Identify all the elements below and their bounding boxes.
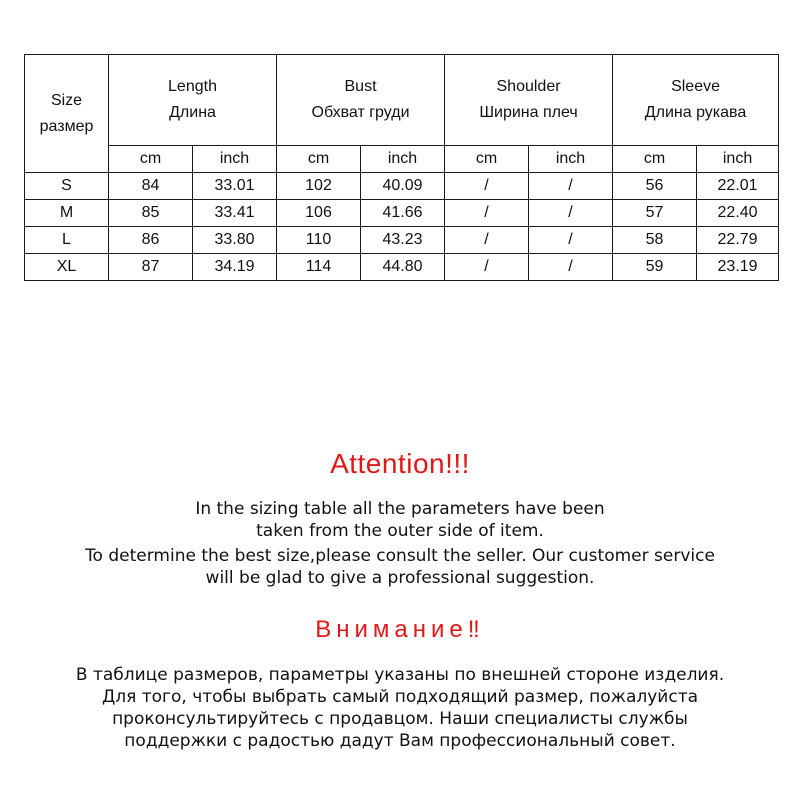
value-cell: / (529, 254, 613, 281)
value-cell: 43.23 (361, 227, 445, 254)
value-cell: 87 (109, 254, 193, 281)
shoulder-header-cell: Shoulder Ширина плеч (445, 55, 613, 146)
size-cell: L (25, 227, 109, 254)
value-cell: 102 (277, 173, 361, 200)
value-cell: 40.09 (361, 173, 445, 200)
notice-ru-line: В таблице размеров, параметры указаны по внешней стороне изделия. (75, 665, 725, 685)
size-cell: S (25, 173, 109, 200)
unit-cell: cm (109, 146, 193, 173)
value-cell: 33.01 (193, 173, 277, 200)
value-cell: 56 (613, 173, 697, 200)
table-row (25, 173, 779, 200)
unit-row (25, 146, 779, 173)
value-cell: 22.01 (697, 173, 779, 200)
value-cell: / (445, 200, 529, 227)
value-cell: 33.80 (193, 227, 277, 254)
value-cell: 41.66 (361, 200, 445, 227)
sizing-note-en (0, 498, 800, 542)
unit-cell: cm (613, 146, 697, 173)
value-cell: / (445, 227, 529, 254)
value-cell: 59 (613, 254, 697, 281)
value-cell: 58 (613, 227, 697, 254)
size-cell: XL (25, 254, 109, 281)
attention-heading-ru: Внимание‼ (315, 616, 485, 643)
value-cell: 84 (109, 173, 193, 200)
unit-cell: inch (193, 146, 277, 173)
unit-cell: inch (361, 146, 445, 173)
sizing-note-line: In the sizing table all the parameters have been (195, 499, 605, 519)
value-cell: 86 (109, 227, 193, 254)
bust-header-cell: Bust Обхват груди (277, 55, 445, 146)
notice-ru-line: поддержки с радостью дадут Вам профессиональный совет. (124, 731, 676, 751)
value-cell: / (445, 254, 529, 281)
value-cell: 106 (277, 200, 361, 227)
value-cell: 22.79 (697, 227, 779, 254)
value-cell: / (445, 173, 529, 200)
attention-heading-en: Attention!!! (330, 448, 470, 479)
consult-note-line: To determine the best size,please consult the seller. Our customer service (85, 546, 715, 566)
value-cell: / (529, 200, 613, 227)
length-header-cell: Length Длина (109, 55, 277, 146)
sizing-note-line: taken from the outer side of item. (256, 521, 544, 541)
table-header-row (25, 55, 779, 146)
table-row (25, 227, 779, 254)
notice-ru-line: проконсультируйтесь с продавцом. Наши специалисты службы (112, 709, 688, 729)
value-cell: 114 (277, 254, 361, 281)
unit-cell: inch (529, 146, 613, 173)
table-row (25, 200, 779, 227)
table-row (25, 254, 779, 281)
notice-ru (0, 664, 800, 752)
unit-cell: cm (277, 146, 361, 173)
value-cell: / (529, 173, 613, 200)
value-cell: 44.80 (361, 254, 445, 281)
size-header-cell: Size размер (25, 55, 109, 173)
value-cell: 22.40 (697, 200, 779, 227)
unit-cell: inch (697, 146, 779, 173)
notice-ru-line: Для того, чтобы выбрать самый подходящий размер, пожалуйста (101, 687, 699, 707)
value-cell: 110 (277, 227, 361, 254)
value-cell: / (529, 227, 613, 254)
value-cell: 33.41 (193, 200, 277, 227)
consult-note-en (0, 545, 800, 589)
sleeve-header-cell: Sleeve Длина рукава (613, 55, 779, 146)
value-cell: 85 (109, 200, 193, 227)
consult-note-line: will be glad to give a professional suggestion. (205, 568, 595, 588)
unit-cell: cm (445, 146, 529, 173)
value-cell: 23.19 (697, 254, 779, 281)
value-cell: 57 (613, 200, 697, 227)
value-cell: 34.19 (193, 254, 277, 281)
size-chart-table (24, 54, 779, 281)
size-cell: M (25, 200, 109, 227)
